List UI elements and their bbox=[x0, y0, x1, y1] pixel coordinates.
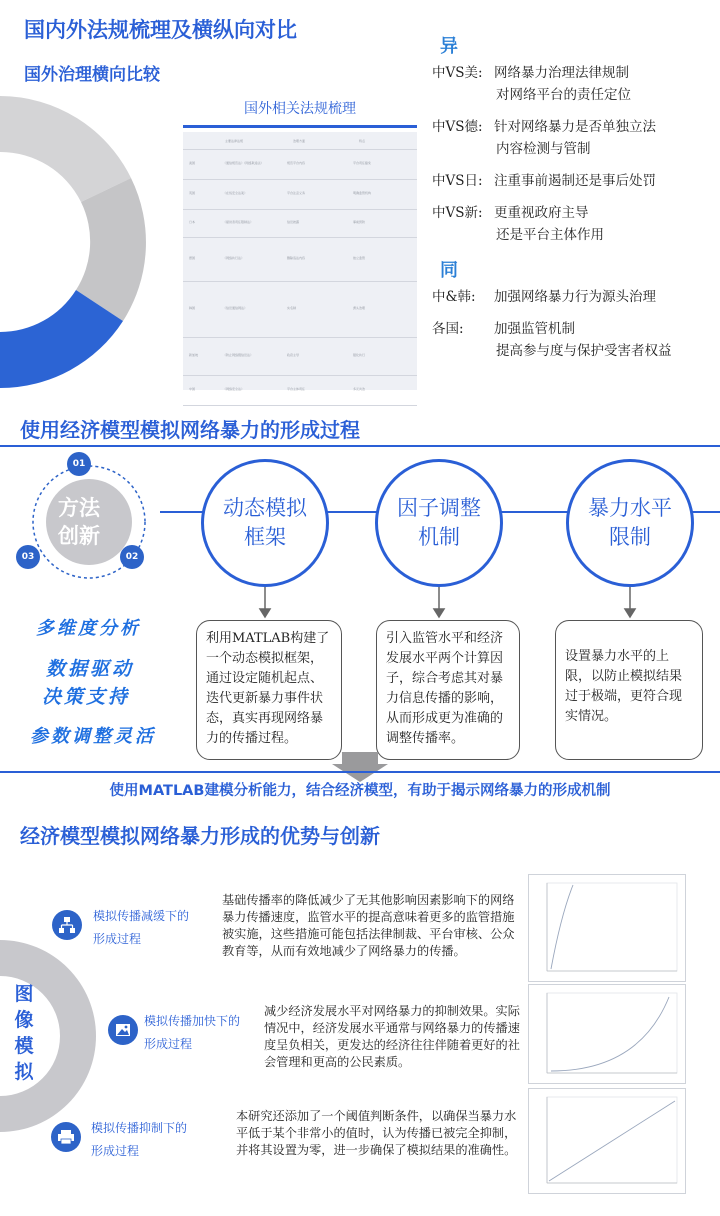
laws-cell-aspect: 删除违法内容 bbox=[287, 256, 306, 260]
laws-cell-aspect: 平台注意义务 bbox=[287, 191, 306, 195]
laws-cell-feature: 独立监管 bbox=[353, 256, 366, 260]
difference-pair: 中VS日: bbox=[432, 173, 483, 189]
similarities-list bbox=[432, 286, 712, 372]
laws-table-rule bbox=[183, 125, 417, 128]
difference-pair: 中VS新: bbox=[432, 205, 483, 221]
laws-cell-country: 日本 bbox=[189, 220, 196, 224]
divider-2 bbox=[0, 771, 720, 773]
difference-text: 网络暴力治理法律规制 bbox=[494, 65, 629, 81]
laws-cell-feature: 多元共治 bbox=[353, 387, 366, 391]
item2-label-line1: 模拟传播加快下的 bbox=[144, 1014, 241, 1028]
laws-cell-laws: 《信息通信网法》 bbox=[223, 306, 248, 310]
laws-cell-feature: 源头治理 bbox=[353, 306, 366, 310]
divider-1 bbox=[0, 445, 720, 447]
desc-factor-adjust: 引入监管水平和经济发展水平两个计算因子，综合考虑其对暴力信息传播的影响，从而形成更为准确的调整传播率。 bbox=[376, 620, 520, 760]
laws-header-cell: 特点 bbox=[359, 139, 366, 143]
node-violence-limit bbox=[566, 459, 694, 587]
difference-text: 更重视政府主导 bbox=[494, 205, 589, 221]
difference-line bbox=[432, 170, 712, 192]
similarity-pair: 中&韩: bbox=[432, 289, 476, 305]
item2-label-line2: 形成过程 bbox=[144, 1037, 193, 1051]
badge-03: 03 bbox=[16, 545, 40, 569]
chart-slowdown bbox=[528, 874, 686, 982]
node-factor-adjust-line2: 机制 bbox=[418, 525, 460, 549]
laws-cell-country: 美国 bbox=[189, 161, 196, 165]
method-label bbox=[46, 494, 112, 550]
laws-table bbox=[183, 98, 417, 390]
method-label-line2: 创新 bbox=[58, 524, 100, 548]
laws-cell-laws: 《提供者责任限制法》 bbox=[223, 220, 254, 224]
difference-text: 针对网络暴力是否单独立法 bbox=[494, 119, 656, 135]
laws-cell-country: 德国 bbox=[189, 256, 196, 260]
difference-line bbox=[432, 224, 712, 246]
laws-cell-feature: 强化执行 bbox=[353, 353, 366, 357]
laws-table-row bbox=[183, 180, 417, 210]
item1-text: 基础传播率的降低减少了无其他影响因素影响下的网络暴力传播速度，监管水平的提高意味着更多的监管措施被实施，这些措施可能包括法律制裁、平台审核、公众教育等，从而有效地减少了网络暴力的传播。 bbox=[222, 893, 515, 958]
laws-cell-feature: 平台责任豁免 bbox=[353, 161, 372, 165]
node-factor-adjust bbox=[375, 459, 503, 587]
laws-header-cell: 治理方面 bbox=[293, 139, 306, 143]
difference-pair: 中VS德: bbox=[432, 119, 483, 135]
section1-title: 国内外法规梳理及横纵向对比 bbox=[24, 18, 297, 42]
laws-cell-laws: 《网络安全法》 bbox=[223, 387, 245, 391]
laws-cell-feature: 事前预防 bbox=[353, 220, 366, 224]
laws-table-body bbox=[183, 132, 417, 390]
item1-label-line1: 模拟传播减缓下的 bbox=[93, 909, 190, 923]
item2-label bbox=[144, 1010, 240, 1056]
item3-label-line1: 模拟传播抑制下的 bbox=[91, 1121, 188, 1135]
laws-cell-country: 中国 bbox=[189, 387, 196, 391]
difference-line bbox=[432, 84, 712, 106]
node-factor-adjust-line1: 因子调整 bbox=[397, 496, 481, 520]
laws-table-caption: 国外相关法规梳理 bbox=[244, 101, 356, 117]
laws-table-row bbox=[183, 282, 417, 338]
similarity-line bbox=[432, 340, 712, 362]
image-icon bbox=[108, 1015, 138, 1045]
laws-cell-laws: 《防止网络假信息法》 bbox=[223, 353, 254, 357]
laws-cell-country: 新加坡 bbox=[189, 353, 199, 357]
laws-table-row bbox=[183, 210, 417, 238]
chart-acceleration bbox=[528, 984, 686, 1084]
laws-cell-laws: 《在线安全法案》 bbox=[223, 191, 248, 195]
node-violence-limit-line2: 限制 bbox=[609, 525, 651, 549]
similarity-text: 加强监管机制 bbox=[494, 321, 575, 337]
badge-02: 02 bbox=[120, 545, 144, 569]
chart-suppression bbox=[528, 1088, 686, 1194]
down-arrow bbox=[330, 752, 390, 782]
node-violence-limit-line1: 暴力水平 bbox=[588, 496, 672, 520]
desc-violence-limit: 设置暴力水平的上限，以防止模拟结果过于极端，更符合现实情况。 bbox=[555, 620, 703, 760]
laws-table-row bbox=[183, 150, 417, 180]
difference-text: 还是平台主体作用 bbox=[496, 227, 604, 243]
difference-line bbox=[432, 202, 712, 224]
laws-cell-laws: 《通信规范法》《网络欺凌法》 bbox=[223, 161, 264, 165]
script-param: 参数调整灵活 bbox=[30, 726, 156, 747]
similarity-text: 加强网络暴力行为源头治理 bbox=[494, 289, 656, 305]
desc-dynamic-sim: 利用MATLAB构建了一个动态模拟框架，通过设定随机起点、迭代更新暴力事件状态，真实再现网络暴力的传播过程。 bbox=[196, 620, 342, 760]
item1-label bbox=[93, 905, 189, 951]
laws-cell-feature: 明确监管机构 bbox=[353, 191, 372, 195]
difference-line bbox=[432, 62, 712, 84]
difference-item bbox=[432, 170, 712, 192]
difference-item bbox=[432, 62, 712, 106]
laws-header-cell: 主要法律法规 bbox=[225, 139, 244, 143]
node-dynamic-sim bbox=[201, 459, 329, 587]
laws-cell-aspect: 政府主导 bbox=[287, 353, 300, 357]
similarity-pair: 各国: bbox=[432, 321, 464, 337]
laws-cell-country: 韩国 bbox=[189, 306, 196, 310]
laws-cell-aspect: 平台主体责任 bbox=[287, 387, 306, 391]
similarity-item bbox=[432, 286, 712, 308]
script-multi-dim: 多维度分析 bbox=[36, 618, 141, 639]
same-heading: 同 bbox=[440, 260, 458, 281]
section2-summary: 使用MATLAB建模分析能力，结合经济模型，有助于揭示网络暴力的形成机制 bbox=[109, 783, 611, 799]
network-icon bbox=[52, 910, 82, 940]
donut-decoration bbox=[0, 92, 175, 392]
difference-text: 内容检测与管制 bbox=[496, 141, 591, 157]
similarity-line bbox=[432, 286, 712, 308]
similarity-item bbox=[432, 318, 712, 362]
item1-label-line2: 形成过程 bbox=[93, 932, 142, 946]
laws-cell-aspect: 实名制 bbox=[287, 306, 297, 310]
section3-title: 经济模型模拟网络暴力形成的优势与创新 bbox=[20, 824, 380, 848]
laws-cell-country: 英国 bbox=[189, 191, 196, 195]
laws-table-row bbox=[183, 238, 417, 282]
laws-table-header bbox=[183, 132, 417, 150]
laws-table-row bbox=[183, 376, 417, 406]
node-dynamic-sim-line1: 动态模拟 bbox=[223, 496, 307, 520]
item3-label-line2: 形成过程 bbox=[91, 1144, 140, 1158]
item3-text: 本研究还添加了一个阈值判断条件，以确保当暴力水平低于某个非常小的值时，认为传播已被完全抑制，并将其设置为零，进一步确保了模拟结果的准确性。 bbox=[236, 1109, 517, 1157]
laws-cell-laws: 《网络执行法》 bbox=[223, 256, 245, 260]
section2-title: 使用经济模型模拟网络暴力的形成过程 bbox=[20, 418, 360, 442]
side-label-char-4: 拟 bbox=[14, 1061, 34, 1083]
difference-line bbox=[432, 116, 712, 138]
badge-01: 01 bbox=[67, 452, 91, 476]
difference-pair: 中VS美: bbox=[432, 65, 483, 81]
similarity-line bbox=[432, 318, 712, 340]
side-label-char-1: 图 bbox=[14, 983, 34, 1005]
similarity-text: 提高参与度与保护受害者权益 bbox=[496, 343, 672, 359]
laws-cell-aspect: 规范平台内容 bbox=[287, 161, 306, 165]
laws-table-row bbox=[183, 338, 417, 376]
diff-heading: 异 bbox=[440, 36, 458, 57]
script-data-driven: 数据驱动 bbox=[46, 658, 135, 680]
node-dynamic-sim-line2: 框架 bbox=[244, 525, 286, 549]
difference-item bbox=[432, 116, 712, 160]
section1-subtitle: 国外治理横向比较 bbox=[24, 65, 160, 85]
printer-icon bbox=[51, 1122, 81, 1152]
difference-line bbox=[432, 138, 712, 160]
difference-text: 对网络平台的责任定位 bbox=[496, 87, 631, 103]
item3-label bbox=[91, 1117, 187, 1163]
side-label bbox=[9, 981, 39, 1085]
difference-text: 注重事前遏制还是事后处罚 bbox=[494, 173, 656, 189]
method-label-line1: 方法 bbox=[58, 496, 100, 520]
difference-item bbox=[432, 202, 712, 246]
differences-list bbox=[432, 62, 712, 256]
side-label-char-3: 模 bbox=[14, 1035, 34, 1057]
script-decision: 决策支持 bbox=[42, 686, 131, 708]
side-label-char-2: 像 bbox=[14, 1009, 34, 1031]
item2-text: 减少经济发展水平对网络暴力的抑制效果。实际情况中，经济发展水平通常与网络暴力的传播速度呈负相关，更发达的经济往往伴随着更好的社会管理和更高的公民素质。 bbox=[264, 1004, 520, 1069]
laws-cell-aspect: 信息披露 bbox=[287, 220, 300, 224]
